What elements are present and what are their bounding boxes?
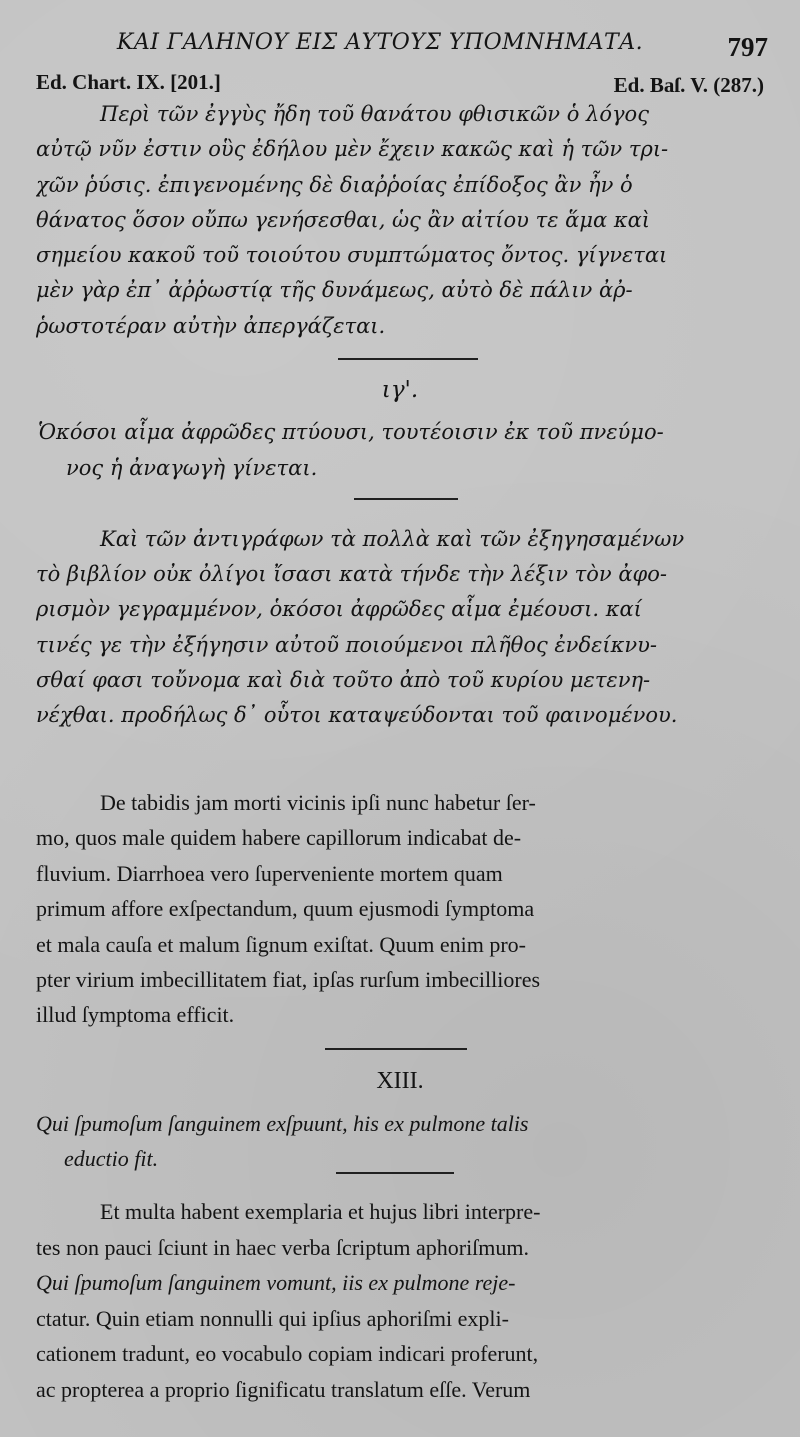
- page-number: 797: [727, 32, 768, 62]
- section-divider: [336, 1172, 454, 1174]
- greek-aphorism: [36, 414, 766, 486]
- text-line: νος ἡ ἀναγωγὴ γίνεται.: [66, 456, 318, 480]
- text-line: νέχθαι. προδήλως δ᾽ οὗτοι καταψεύδονται τοῦ φαινομένου.: [36, 703, 678, 728]
- text-line: ῥωστοτέραν αὐτὴν ἀπεργάζεται.: [36, 313, 386, 338]
- text-line: Ὁκόσοι αἷμα ἀφρῶδες πτύουσι, τουτέοισιν ἐκ τοῦ πνεύμο-: [38, 420, 664, 444]
- greek-commentary-2: [36, 522, 766, 733]
- text-line: pter virium imbecillitatem fiat, ipſas rurſum imbecilliores: [36, 967, 541, 993]
- text-line: eductio fit.: [64, 1146, 159, 1171]
- section-divider: [338, 358, 478, 360]
- text-line: σημείου κακοῦ τοῦ τοιούτου συμπτώματος ὄντος. γίγνεται: [36, 243, 668, 268]
- text-line: θάνατος ὅσον οὔπω γενήσεσθαι, ὡς ἂν αἰτίου τε ἅμα καὶ: [36, 207, 651, 232]
- text-line: ctatur. Quin etiam nonnulli qui ipſius aphoriſmi expli-: [36, 1305, 509, 1331]
- text-line: mo, quos male quidem habere capillorum indicabat de-: [36, 825, 522, 851]
- text-line: τινές γε τὴν ἐξήγησιν αὐτοῦ ποιούμενοι πλῆθος ἐνδείκνυ-: [36, 632, 657, 657]
- latin-commentary-2: [36, 1194, 766, 1407]
- text-line: Περὶ τῶν ἐγγὺς ἤδη τοῦ θανάτου φθισικῶν ὁ λόγος: [100, 102, 649, 126]
- text-line: illud ſymptoma efficit.: [36, 1002, 235, 1028]
- text-line: Et multa habent exemplaria et hujus libri interpre-: [100, 1199, 541, 1224]
- text-line-italic: Qui ſpumoſum ſanguinem vomunt, iis ex pulmone reje-: [36, 1270, 516, 1295]
- text-line: τὸ βιβλίον οὐκ ὀλίγοι ἴσασι κατὰ τήνδε τὴν λέξιν τὸν ἀφο-: [36, 562, 667, 587]
- text-line: cationem tradunt, eo vocabulo copiam indicari proferunt,: [36, 1341, 539, 1366]
- greek-section-number: ιγ'.: [381, 377, 419, 403]
- text-line: χῶν ῥύσις. ἐπιγενομένης δὲ διαῤῥοίας ἐπίδοξος ἂν ἦν ὁ: [36, 172, 633, 197]
- latin-commentary-1: [36, 785, 766, 1033]
- text-line: ac propterea a proprio ſignificatu translatum eſſe. Verum: [36, 1376, 531, 1402]
- text-line: primum affore exſpectandum, quum ejusmodi ſymptoma: [36, 896, 535, 922]
- text-line: μὲν γὰρ ἐπ᾽ ἀῤῥωστίᾳ τῆς δυνάμεως, αὐτὸ δὲ πάλιν ἀῤ-: [36, 278, 633, 303]
- latin-aphorism: [36, 1106, 766, 1176]
- text-line: De tabidis jam morti vicinis ipſi nunc habetur ſer-: [100, 790, 536, 815]
- text-line: σθαί φασι τοὔνομα καὶ διὰ τοῦτο ἀπὸ τοῦ κυρίου μετενη-: [36, 667, 651, 692]
- text-line: fluvium. Diarrhoea vero ſuperveniente mortem quam: [36, 860, 503, 886]
- latin-section-number: XIII.: [376, 1068, 424, 1094]
- text-line: αὐτῷ νῦν ἐστιν οὓς ἐδήλου μὲν ἔχειν κακῶς καὶ ἡ τῶν τρι-: [36, 137, 669, 162]
- greek-commentary-1: [36, 97, 766, 344]
- edition-reference-right: Ed. Baſ. V. (287.): [613, 73, 764, 97]
- text-line: tes non pauci ſciunt in haec verba ſcriptum aphoriſmum.: [36, 1234, 530, 1260]
- text-line: et mala cauſa et malum ſignum exiſtat. Quum enim pro-: [36, 931, 526, 957]
- text-line: Καὶ τῶν ἀντιγράφων τὰ πολλὰ καὶ τῶν ἐξηγησαμένων: [100, 527, 685, 551]
- section-divider: [325, 1048, 467, 1050]
- text-line: ρισμὸν γεγραμμένον, ὁκόσοι ἀφρῶδες αἷμα ἐμέουσι. καί: [36, 597, 642, 622]
- running-title: ΚΑΙ ΓΑΛΗΝΟΥ ΕΙΣ ΑΥΤΟΥΣ ΥΠΟΜΝΗΜΑΤΑ.: [116, 30, 644, 55]
- section-divider: [354, 498, 458, 500]
- text-line: Qui ſpumoſum ſanguinem exſpuunt, his ex pulmone talis: [36, 1111, 529, 1136]
- edition-reference-left: Ed. Chart. IX. [201.]: [36, 70, 221, 94]
